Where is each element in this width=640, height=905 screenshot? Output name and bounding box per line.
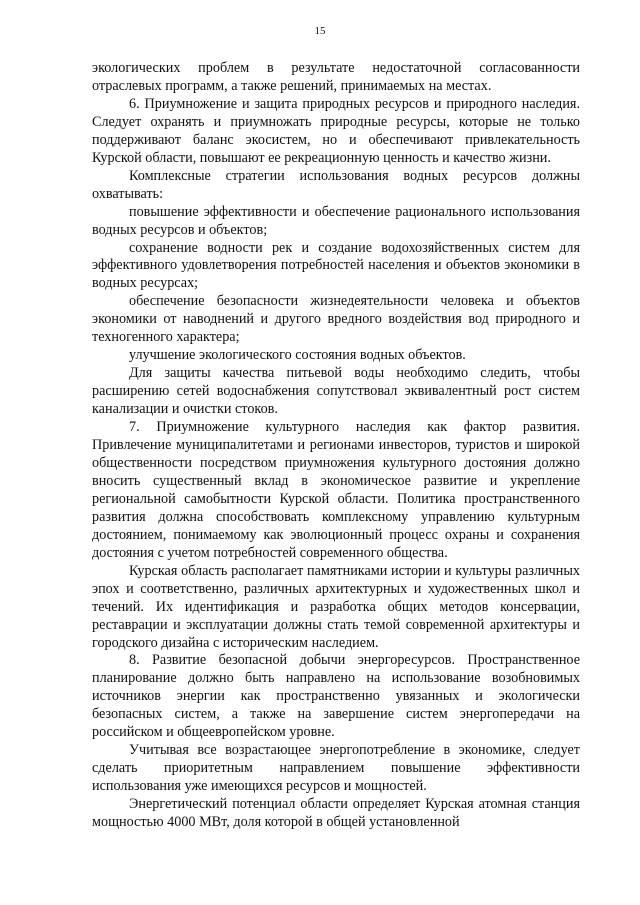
paragraph-drinking-water: Для защиты качества питьевой воды необходимо следить, чтобы расширению сетей водоснабжения сопутствовал эквивалентный рост систем канализации и очистки стоков.	[92, 365, 580, 418]
list-item-efficiency: повышение эффективности и обеспечение рационального использования водных ресурсов и объектов;	[92, 203, 580, 238]
paragraph-energy-consumption: Учитывая все возрастающее энергопотребление в экономике, следует сделать приоритетным направлением повышение эффективности использования уже имеющихся ресурсов и мощностей.	[92, 742, 580, 795]
paragraph-water-strategies: Комплексные стратегии использования водных ресурсов должны охватывать:	[92, 167, 580, 202]
paragraph-section-6: 6. Приумножение и защита природных ресурсов и природного наследия. Следует охранять и приумножать природные ресурсы, которые не только поддерживают баланс экосистем, но и обеспечивают привлекательность Курской области, повышают ее рекреационную ценность и качество жизни.	[92, 95, 580, 166]
page-number: 15	[314, 25, 326, 37]
paragraph-section-7: 7. Приумножение культурного наследия как фактор развития. Привлечение муниципалитетами и регионами инвесторов, туристов и широкой общественности посредством приумножения культурного достояния должно вносить существенный вклад в экономическое развитие и укрепление региональной самобытности Курской области. Политика пространственного развития должна способствовать комплексному управлению культурным достоянием, понимаемому как эволюционный процесс охраны и сохранения достояния с учетом потребностей современного общества.	[92, 419, 580, 561]
document-body	[92, 60, 580, 832]
paragraph-section-8: 8. Развитие безопасной добычи энергоресурсов. Пространственное планирование должно быть направлено на использование возобновимых источников энергии как пространственно увязанных и экологически безопасных систем, а также на завершение систем энергопередачи на российском и общеевропейском уровне.	[92, 652, 580, 741]
paragraph-monuments: Курская область располагает памятниками истории и культуры различных эпох и соответственно, различных архитектурных и художественных школ и течений. Их идентификация и разработка общих методов консервации, реставрации и эксплуатации должны стать темой современной архитектуры и городского дизайна с историческим наследием.	[92, 562, 580, 651]
list-item-ecology: улучшение экологического состояния водных объектов.	[129, 347, 466, 364]
list-item-river-preservation: сохранение водности рек и создание водохозяйственных систем для эффективного удовлетворения потребностей населения и объектов экономики в водных ресурсах;	[92, 239, 580, 292]
list-item-flood-safety: обеспечение безопасности жизнедеятельности человека и объектов экономики от наводнений и другого вредного воздействия вод природного и техногенного характера;	[92, 293, 580, 346]
paragraph-energy-potential: Энергетический потенциал области определяет Курская атомная станция мощностью 4000 МВт, доля которой в общей установленной	[92, 796, 580, 831]
paragraph-continuation: экологических проблем в результате недостаточной согласованности отраслевых программ, а также решений, принимаемых на местах.	[92, 60, 580, 94]
